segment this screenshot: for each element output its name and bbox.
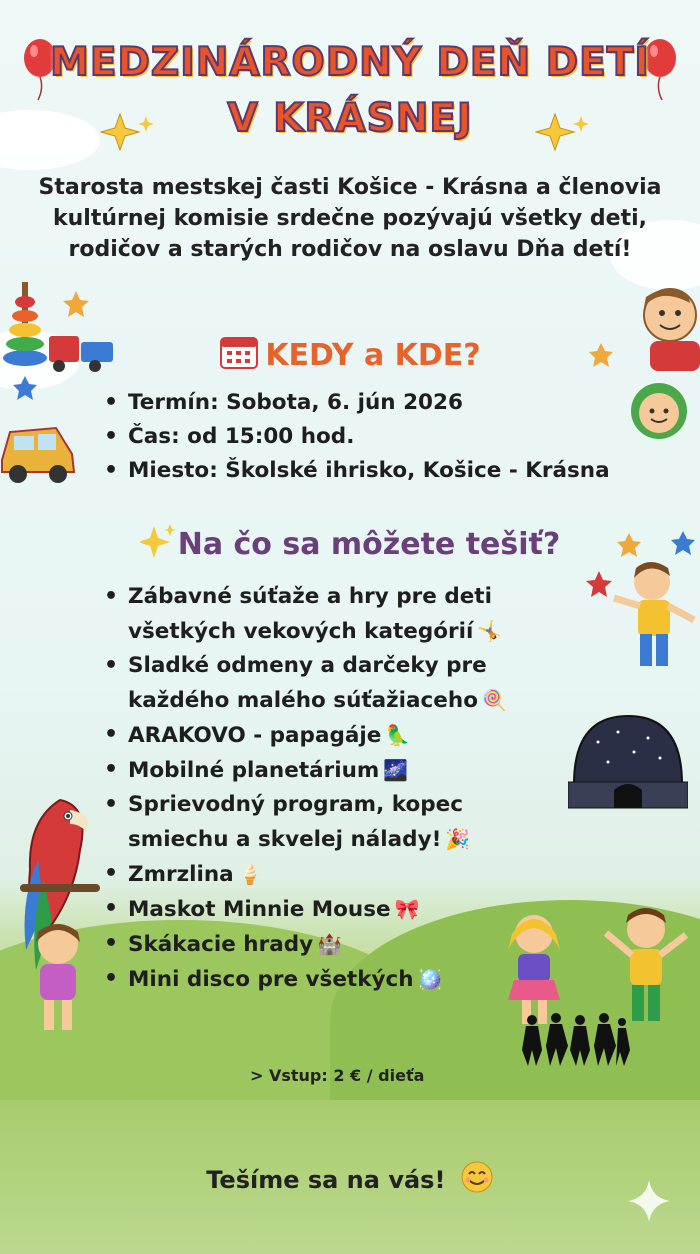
title-line-1: MEDZINÁRODNÝ DEŇ DETÍ <box>50 40 650 85</box>
list-item: • Sladké odmeny a darčeky pre každého malého súťažiaceho 🍭 <box>100 649 570 718</box>
list-item: • Zmrzlina 🍦 <box>100 857 570 892</box>
list-item: • Maskot Minnie Mouse 🎀 <box>100 892 570 927</box>
activities-heading-row <box>0 522 700 562</box>
star-icon <box>12 375 38 401</box>
lollipop-icon: 🍭 <box>481 688 507 712</box>
list-item: • Skákacie hrady 🏰 <box>100 927 570 962</box>
kid-illustration <box>625 375 695 445</box>
smile-icon <box>460 1160 494 1194</box>
when-where-heading-row <box>0 332 700 373</box>
ice-cream-icon: 🍦 <box>237 862 263 886</box>
footer-text: Tešíme sa na vás! <box>206 1166 446 1194</box>
calendar-icon <box>219 332 259 370</box>
kid-illustration <box>18 920 98 1040</box>
toy-car-icon <box>0 410 80 490</box>
star-icon <box>62 290 90 318</box>
galaxy-icon: 🌌 <box>383 758 409 782</box>
parrot-icon: 🦜 <box>385 723 411 747</box>
when-where-list <box>100 386 610 488</box>
gymnast-icon: 🤸 <box>477 619 503 643</box>
list-item: • ARAKOVO - papagáje 🦜 <box>100 718 570 753</box>
list-item: • Čas: od 15:00 hod. <box>100 420 610 454</box>
activities-heading: Na čo sa môžete tešiť? <box>177 527 561 562</box>
list-item: • Miesto: Školské ihrisko, Košice - Krásna <box>100 454 610 488</box>
footer-row <box>0 1160 700 1194</box>
list-item: • Zábavné súťaže a hry pre deti všetkých vekových kategórií 🤸 <box>100 580 570 649</box>
party-popper-icon: 🎉 <box>445 827 471 851</box>
list-item: • Mobilné planetárium 🌌 <box>100 753 570 788</box>
dancers-silhouette-icon <box>520 1010 630 1070</box>
intro-text: Starosta mestskej časti Košice - Krásna a členovia kultúrnej komisie srdečne pozývajú všetky deti, rodičov a starých rodičov na oslavu Dňa detí! <box>38 175 662 262</box>
when-where-heading: KEDY a KDE? <box>265 338 481 373</box>
disco-ball-icon: 🪩 <box>417 967 443 991</box>
list-item: • Sprievodný program, kopec smiechu a skvelej nálady! 🎉 <box>100 788 570 857</box>
kid-illustration <box>600 560 700 680</box>
title-line-2: V KRÁSNEJ <box>227 96 473 141</box>
bouncy-castle-icon: 🏰 <box>317 932 343 956</box>
sparkle-icon <box>140 522 176 558</box>
list-item: • Termín: Sobota, 6. jún 2026 <box>100 386 610 420</box>
activities-list <box>100 580 570 997</box>
planetarium-dome-illustration <box>568 712 688 812</box>
list-item: • Mini disco pre všetkých 🪩 <box>100 962 570 997</box>
entry-fee: > Vstup: 2 € / dieťa <box>250 1066 425 1085</box>
bow-icon: 🎀 <box>394 897 420 921</box>
